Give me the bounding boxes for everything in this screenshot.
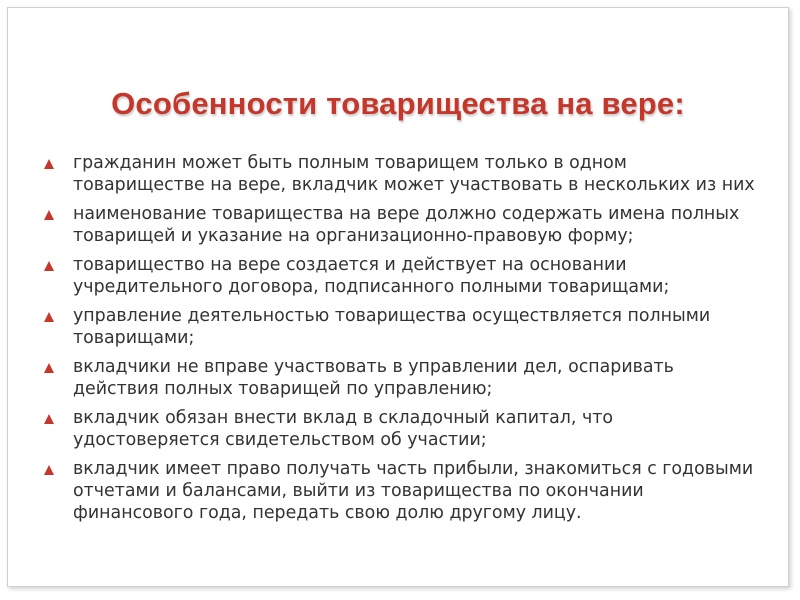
list-item (44, 254, 764, 298)
list-item-text: вкладчик имеет право получать часть прибыли, знакомиться с годовыми отчетами и балансами, выйти из товарищества по окончании финансового года, передать свою долю другому лицу. (73, 459, 754, 523)
triangle-bullet-icon (44, 210, 54, 220)
slide-title: Особенности товарищества на вере: (111, 86, 685, 121)
triangle-bullet-icon (44, 363, 54, 373)
list-item (44, 305, 764, 349)
triangle-bullet-icon (44, 261, 54, 271)
list-item-text: наименование товарищества на вере должно содержать имена полных товарищей и указание на организационно-правовую форму; (73, 204, 740, 246)
list-item (44, 407, 764, 451)
list-item-text: гражданин может быть полным товарищем только в одном товариществе на вере, вкладчик может участвовать в нескольких из них (73, 153, 755, 195)
list-item (44, 458, 764, 524)
list-item-text: вкладчики не вправе участвовать в управлении дел, оспаривать действия полных товарищей по управлению; (73, 357, 674, 399)
list-item-text: товарищество на вере создается и действует на основании учредительного договора, подписанного полными товарищами; (73, 255, 670, 297)
triangle-bullet-icon (44, 159, 54, 169)
triangle-bullet-icon (44, 312, 54, 322)
list-item (44, 203, 764, 247)
triangle-bullet-icon (44, 465, 54, 475)
triangle-bullet-icon (44, 414, 54, 424)
list-item-text: вкладчик обязан внести вклад в складочный капитал, что удостоверяется свидетельством об участии; (73, 408, 614, 450)
slide (7, 7, 789, 587)
list-item (44, 356, 764, 400)
list-item (44, 152, 764, 196)
bullet-list (44, 152, 764, 531)
list-item-text: управление деятельностью товарищества осуществляется полными товарищами; (73, 306, 711, 348)
